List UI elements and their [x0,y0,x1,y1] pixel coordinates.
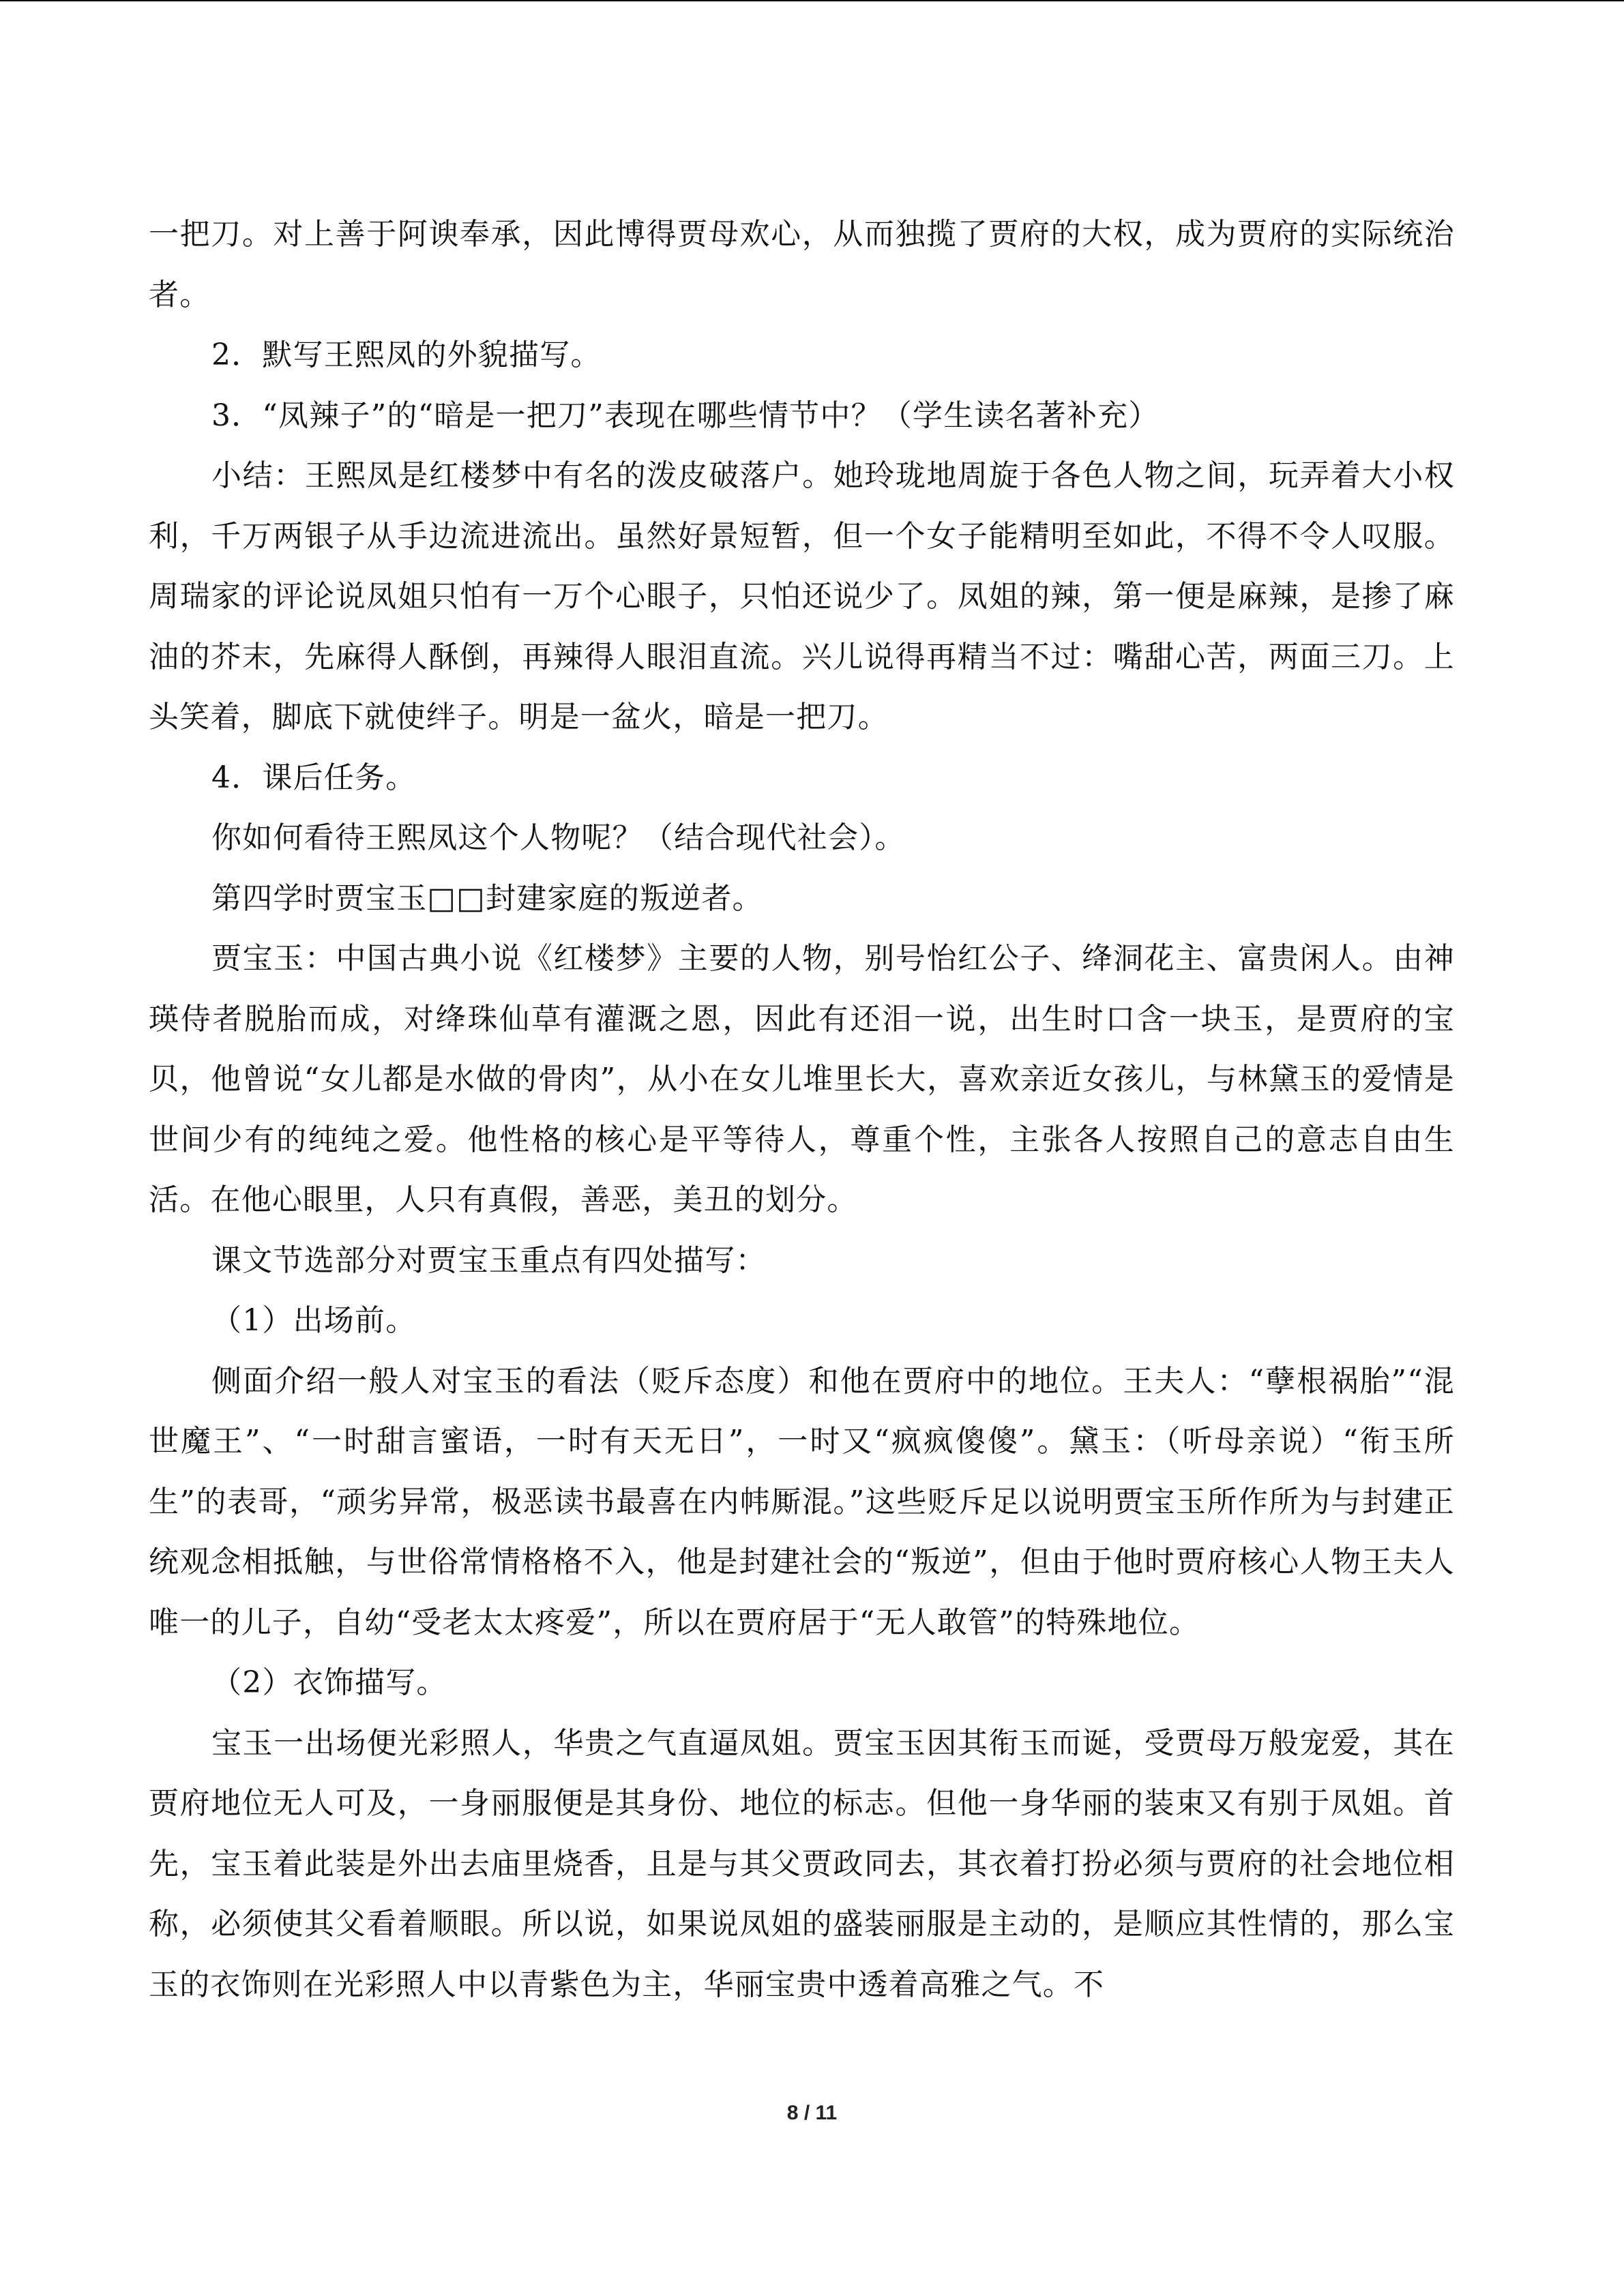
document-body [149,205,1455,2015]
paragraph: 3．“凤辣子”的“暗是一把刀”表现在哪些情节中？（学生读名著补充） [211,398,1160,433]
paragraph: 课文节选部分对贾宝玉重点有四处描写： [211,1242,767,1278]
subsection-heading: （2）衣饰描写。 [211,1665,447,1700]
page-number: 8 / 11 [786,2102,838,2124]
paragraph: 侧面介绍一般人对宝玉的看法（贬斥态度）和他在贾府中的地位。王夫人：“孽根祸胎”“混世魔王”、“一时甜言蜜语，一时有天无日”，一时又“疯疯傻傻”。黛玉：（听母亲说）“衔玉所生”的表哥，“顽劣异常，极恶读书最喜在内帏厮混。”这些贬斥足以说明贾宝玉所作所为与封建正统观念相抵触，与世俗常情格格不入，他是封建社会的“叛逆”，但由于他时贾府核心人物王夫人唯一的儿子，自幼“受老太太疼爱”，所以在贾府居于“无人敢管”的特殊地位。 [149,1363,1455,1640]
paragraph: 4．课后任务。 [211,760,417,795]
paragraph: 宝玉一出场便光彩照人，华贵之气直逼凤姐。贾宝玉因其衔玉而诞，受贾母万般宠爱，其在贾府地位无人可及，一身丽服便是其身份、地位的标志。但他一身华丽的装束又有别于凤姐。首先，宝玉着此装是外出去庙里烧香，且是与其父贾政同去，其衣着打扮必须与贾府的社会地位相称，必须使其父看着顺眼。所以说，如果说凤姐的盛装丽服是主动的，是顺应其性情的，那么宝玉的衣饰则在光彩照人中以青紫色为主，华丽宝贵中透着高雅之气。不 [149,1725,1455,2002]
subsection-heading: （1）出场前。 [211,1303,417,1338]
section-heading: 第四学时贾宝玉□□封建家庭的叛逆者。 [211,880,763,916]
paragraph: 2．默写王熙凤的外貌描写。 [211,338,602,372]
paragraph: 你如何看待王熙凤这个人物呢？（结合现代社会）。 [211,820,906,855]
paragraph: 一把刀。对上善于阿谀奉承，因此博得贾母欢心，从而独揽了贾府的大权，成为贾府的实际统治者。 [149,217,1455,312]
paragraph: 小结：王熙凤是红楼梦中有名的泼皮破落户。她玲珑地周旋于各色人物之间，玩弄着大小权利，千万两银子从手边流进流出。虽然好景短暂，但一个女子能精明至如此，不得不令人叹服。周瑞家的评论说凤姐只怕有一万个心眼子，只怕还说少了。凤姐的辣，第一便是麻辣，是掺了麻油的芥末，先麻得人酥倒，再辣得人眼泪直流。兴儿说得再精当不过：嘴甜心苦，两面三刀。上头笑着，脚底下就使绊子。明是一盆火，暗是一把刀。 [149,458,1455,734]
page-top-border [0,0,1624,1]
paragraph: 贾宝玉：中国古典小说《红楼梦》主要的人物，别号怡红公子、绛洞花主、富贵闲人。由神瑛侍者脱胎而成，对绛珠仙草有灌溉之恩，因此有还泪一说，出生时口含一块玉，是贾府的宝贝，他曾说“女儿都是水做的骨肉”，从小在女儿堆里长大，喜欢亲近女孩儿，与林黛玉的爱情是世间少有的纯纯之爱。他性格的核心是平等待人，尊重个性，主张各人按照自己的意志自由生活。在他心眼里，人只有真假，善恶，美丑的划分。 [149,941,1455,1217]
